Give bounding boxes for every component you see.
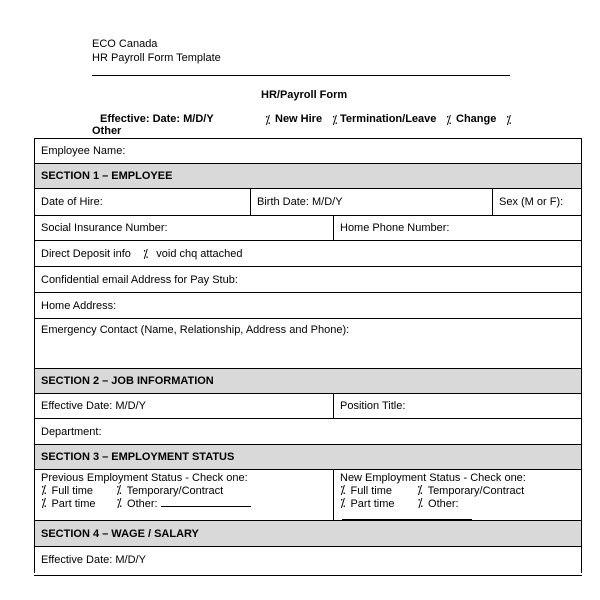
- other-status-label: Other:: [127, 498, 158, 510]
- other-status-label: Other:: [428, 498, 459, 510]
- other-label: Other: [92, 125, 122, 137]
- home-address-label: Home Address:: [41, 299, 117, 312]
- home-address-row[interactable]: [35, 293, 581, 319]
- part-time-label: Part time: [51, 498, 96, 510]
- direct-deposit-field[interactable]: [35, 241, 581, 266]
- employment-status-row: [35, 470, 581, 521]
- effective-position-row: [35, 394, 581, 419]
- previous-status-label: Previous Employment Status - Check one:: [41, 472, 248, 484]
- date-of-hire-field[interactable]: Date of Hire:: [41, 196, 103, 208]
- new-hire-label: New Hire: [275, 113, 323, 125]
- header-divider: [92, 75, 510, 76]
- direct-deposit-label: Direct Deposit info: [41, 247, 131, 260]
- wage-effective-date-label: Effective Date: M/D/Y: [41, 554, 146, 566]
- home-phone-field[interactable]: Home Phone Number:: [333, 216, 581, 240]
- section-1-header: [35, 164, 581, 189]
- emergency-contact-row[interactable]: [35, 319, 581, 369]
- checkbox-icon[interactable]: ⁒: [340, 483, 346, 497]
- employee-name-row[interactable]: [35, 139, 581, 164]
- checkbox-icon[interactable]: ⁒: [417, 496, 423, 510]
- employee-name-label: Employee Name:: [41, 145, 126, 157]
- email-row[interactable]: [35, 267, 581, 293]
- email-label: Confidential email Address for Pay Stub:: [41, 273, 238, 286]
- sin-field[interactable]: Social Insurance Number:: [41, 222, 168, 234]
- temporary-label: Temporary/Contract: [427, 485, 525, 497]
- previous-status-block: [35, 470, 333, 520]
- hire-birth-sex-row: [35, 189, 581, 216]
- temporary-label: Temporary/Contract: [126, 485, 224, 497]
- emergency-contact-label: Emergency Contact (Name, Relationship, Address and Phone):: [41, 324, 350, 336]
- new-status-block: [333, 470, 581, 520]
- full-time-label: Full time: [350, 485, 393, 497]
- checkbox-icon[interactable]: ⁒: [446, 113, 452, 127]
- birth-date-field[interactable]: Birth Date: M/D/Y: [250, 189, 492, 215]
- checkbox-icon[interactable]: ⁒: [506, 113, 512, 127]
- new-status-label: New Employment Status - Check one:: [340, 472, 526, 484]
- change-label: Change: [456, 113, 497, 125]
- organization-block: [92, 37, 221, 65]
- other-status-input[interactable]: [342, 510, 472, 520]
- section-4-title: SECTION 4 – WAGE / SALARY: [41, 527, 199, 540]
- checkbox-icon[interactable]: ⁒: [116, 483, 122, 497]
- other-status-input[interactable]: [161, 497, 251, 507]
- checkbox-icon[interactable]: ⁒: [340, 496, 346, 510]
- checkbox-icon[interactable]: ⁒: [265, 113, 271, 127]
- section-3-header: [35, 445, 581, 470]
- bottom-divider: [34, 575, 582, 576]
- department-label: Department:: [41, 425, 102, 438]
- form-title: HR/Payroll Form: [261, 89, 348, 101]
- sex-field[interactable]: Sex (M or F):: [492, 189, 581, 215]
- section-1-title: SECTION 1 – EMPLOYEE: [41, 170, 173, 182]
- checkbox-icon[interactable]: ⁒: [417, 483, 423, 497]
- sin-phone-row: [35, 216, 581, 241]
- part-time-label: Part time: [350, 498, 395, 510]
- full-time-label: Full time: [51, 485, 94, 497]
- section-4-header: [35, 521, 581, 547]
- void-chq-label: void chq attached: [156, 247, 243, 260]
- department-row[interactable]: [35, 419, 581, 445]
- template-name: HR Payroll Form Template: [92, 52, 221, 64]
- checkbox-icon[interactable]: ⁒: [41, 483, 47, 497]
- checkbox-icon[interactable]: ⁒: [332, 113, 338, 127]
- checkbox-icon[interactable]: ⁒: [116, 496, 122, 510]
- effective-date-field[interactable]: Effective Date: M/D/Y: [41, 400, 146, 412]
- section-2-header: [35, 369, 581, 394]
- section-2-title: SECTION 2 – JOB INFORMATION: [41, 375, 214, 387]
- effective-date-label: Effective: Date: M/D/Y: [100, 113, 214, 125]
- checkbox-icon[interactable]: ⁒: [41, 496, 47, 510]
- direct-deposit-row: [35, 241, 581, 267]
- position-title-field[interactable]: Position Title:: [333, 394, 581, 418]
- section-3-title: SECTION 3 – EMPLOYMENT STATUS: [41, 451, 235, 463]
- org-name: ECO Canada: [92, 38, 158, 50]
- checkbox-icon[interactable]: ⁒: [142, 246, 149, 261]
- wage-effective-row[interactable]: [35, 547, 581, 573]
- termination-label: Termination/Leave: [340, 113, 437, 125]
- payroll-form-table: [34, 138, 582, 573]
